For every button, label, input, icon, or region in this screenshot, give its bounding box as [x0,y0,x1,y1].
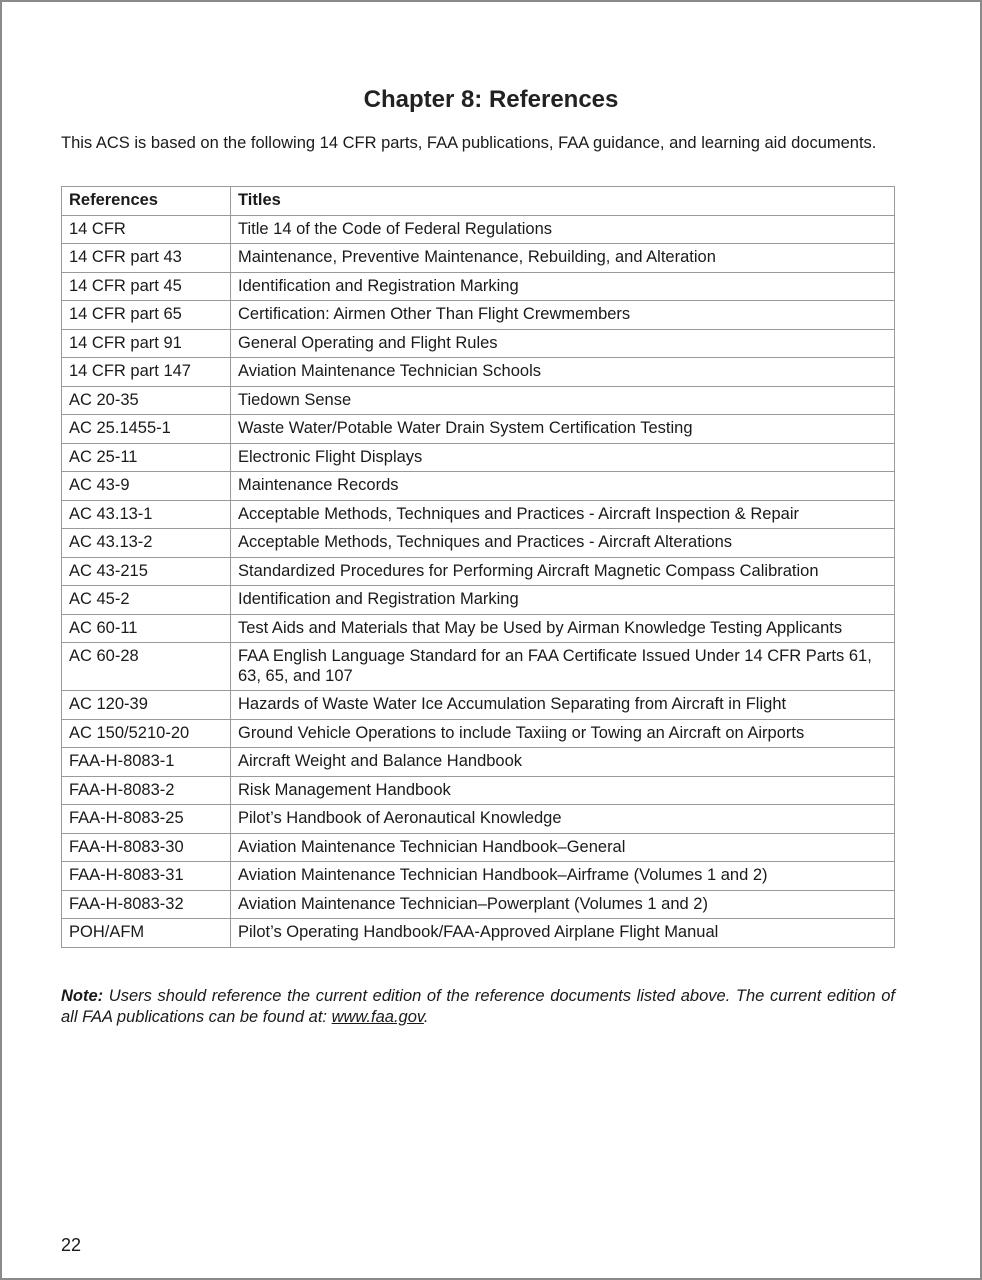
reference-cell: AC 45-2 [62,586,231,615]
reference-cell: FAA-H-8083-25 [62,805,231,834]
table-row [62,919,895,948]
title-cell: Identification and Registration Marking [231,586,895,615]
reference-cell: AC 25.1455-1 [62,415,231,444]
title-cell: Title 14 of the Code of Federal Regulations [231,215,895,244]
table-row [62,614,895,643]
title-cell: Pilot’s Handbook of Aeronautical Knowledge [231,805,895,834]
reference-cell: AC 120-39 [62,691,231,720]
title-cell: Waste Water/Potable Water Drain System Certification Testing [231,415,895,444]
title-cell: Aviation Maintenance Technician Schools [231,358,895,387]
reference-cell: POH/AFM [62,919,231,948]
title-cell: Test Aids and Materials that May be Used by Airman Knowledge Testing Applicants [231,614,895,643]
reference-cell: AC 150/5210-20 [62,719,231,748]
reference-cell: AC 25-11 [62,443,231,472]
table-row [62,272,895,301]
reference-cell: 14 CFR part 43 [62,244,231,273]
title-cell: Certification: Airmen Other Than Flight Crewmembers [231,301,895,330]
reference-cell: AC 60-28 [62,643,231,691]
title-cell: Risk Management Handbook [231,776,895,805]
table-row [62,557,895,586]
title-cell: Standardized Procedures for Performing Aircraft Magnetic Compass Calibration [231,557,895,586]
table-row [62,329,895,358]
note-text: Users should reference the current edition of the reference documents listed above. The current edition of all FAA publications can be found at: [61,987,895,1026]
table-row [62,643,895,691]
note-end: . [423,1008,429,1026]
table-row [62,586,895,615]
title-cell: Tiedown Sense [231,386,895,415]
reference-cell: AC 43-215 [62,557,231,586]
reference-cell: FAA-H-8083-30 [62,833,231,862]
faa-link[interactable]: www.faa.gov [331,1008,424,1026]
table-row [62,443,895,472]
title-cell: General Operating and Flight Rules [231,329,895,358]
reference-cell: 14 CFR part 91 [62,329,231,358]
reference-cell: AC 43.13-1 [62,500,231,529]
title-cell: Identification and Registration Marking [231,272,895,301]
table-row [62,776,895,805]
note-label: Note: [61,987,104,1005]
title-cell: Hazards of Waste Water Ice Accumulation Separating from Aircraft in Flight [231,691,895,720]
table-row [62,529,895,558]
reference-cell: 14 CFR [62,215,231,244]
table-row [62,386,895,415]
reference-cell: FAA-H-8083-31 [62,862,231,891]
title-cell: FAA English Language Standard for an FAA Certificate Issued Under 14 CFR Parts 61, 63, 65, and 107 [231,643,895,691]
reference-cell: AC 60-11 [62,614,231,643]
title-cell: Aviation Maintenance Technician–Powerplant (Volumes 1 and 2) [231,890,895,919]
table-header-row [62,187,895,216]
reference-cell: FAA-H-8083-2 [62,776,231,805]
table-row [62,472,895,501]
intro-paragraph: This ACS is based on the following 14 CFR parts, FAA publications, FAA guidance, and learning aid documents. [61,134,877,152]
table-row [62,862,895,891]
title-cell: Maintenance, Preventive Maintenance, Rebuilding, and Alteration [231,244,895,273]
reference-cell: 14 CFR part 65 [62,301,231,330]
references-table-body [62,215,895,947]
header-references: References [62,187,231,216]
table-row [62,691,895,720]
title-cell: Ground Vehicle Operations to include Taxiing or Towing an Aircraft on Airports [231,719,895,748]
note-paragraph [61,986,895,1028]
page-number: 22 [61,1235,82,1255]
reference-cell: AC 43.13-2 [62,529,231,558]
title-cell: Aviation Maintenance Technician Handbook–Airframe (Volumes 1 and 2) [231,862,895,891]
title-cell: Maintenance Records [231,472,895,501]
table-row [62,215,895,244]
table-row [62,833,895,862]
title-cell: Pilot’s Operating Handbook/FAA-Approved Airplane Flight Manual [231,919,895,948]
title-cell: Acceptable Methods, Techniques and Practices - Aircraft Inspection & Repair [231,500,895,529]
title-cell: Aviation Maintenance Technician Handbook–General [231,833,895,862]
table-row [62,805,895,834]
table-row [62,358,895,387]
table-row [62,415,895,444]
header-titles: Titles [231,187,895,216]
table-row [62,244,895,273]
reference-cell: AC 20-35 [62,386,231,415]
references-table [61,186,895,948]
table-row [62,890,895,919]
table-row [62,500,895,529]
table-row [62,719,895,748]
title-cell: Aircraft Weight and Balance Handbook [231,748,895,777]
table-row [62,748,895,777]
reference-cell: 14 CFR part 45 [62,272,231,301]
reference-cell: FAA-H-8083-1 [62,748,231,777]
table-row [62,301,895,330]
title-cell: Electronic Flight Displays [231,443,895,472]
reference-cell: FAA-H-8083-32 [62,890,231,919]
page-title: Chapter 8: References [363,86,619,113]
reference-cell: AC 43-9 [62,472,231,501]
title-cell: Acceptable Methods, Techniques and Practices - Aircraft Alterations [231,529,895,558]
reference-cell: 14 CFR part 147 [62,358,231,387]
